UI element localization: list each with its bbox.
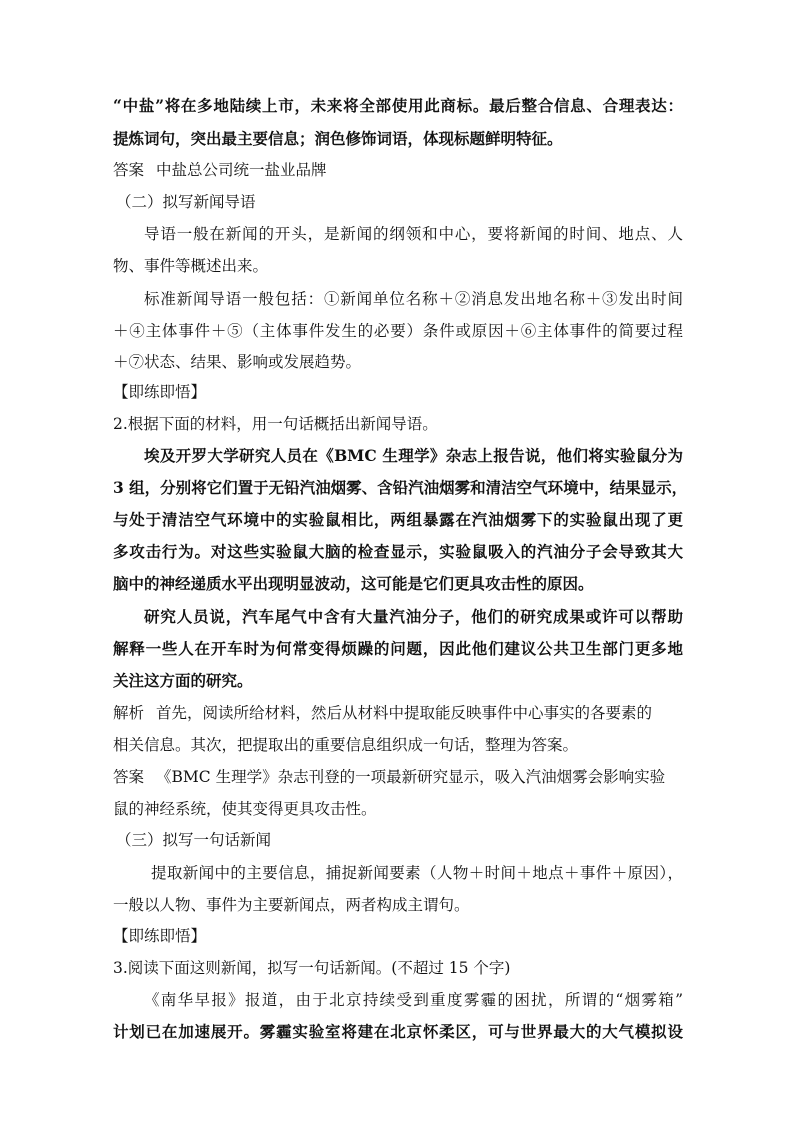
section-heading: （二）拟写新闻导语 [116, 193, 256, 211]
practice-label: 【即练即悟】 [113, 927, 207, 945]
intro-answer [113, 160, 683, 180]
paragraph-line: ＋⑦状态、结果、影响或发展趋势。 [113, 353, 362, 371]
material-line: 《南华早报》报道，由于北京持续受到重度雾霾的困扰，所谓的“烟雾箱” [144, 991, 683, 1009]
paragraph-line: 提取新闻中的主要信息，捕捉新闻要素（人物＋时间＋地点＋事件＋原因）， [151, 864, 683, 882]
paragraph-line: ＋④主体事件＋⑤（主体事件发生的必要）条件或原因＋⑥主体事件的简要过程 [113, 322, 683, 340]
material-line: 计划已在加速展开。雾霾实验室将建在北京怀柔区，可与世界最大的大气模拟设 [113, 1022, 683, 1041]
answer-text: 中盐总公司统一盐业品牌 [156, 161, 327, 179]
paragraph-line: 物、事件等概述出来。 [113, 257, 269, 275]
material-line: 关注这方面的研究。 [113, 671, 253, 690]
analysis-text: 首先，阅读所给材料，然后从材料中提取能反映事件中心事实的各要素的 [156, 704, 653, 722]
answer-label: 答案 [113, 768, 145, 786]
material-line: 与处于清洁空气环境中的实验鼠相比，两组暴露在汽油烟雾下的实验鼠出现了更 [113, 510, 683, 529]
material-line: 3 组，分别将它们置于无铅汽油烟雾、含铅汽油烟雾和清洁空气环境中，结果显示， [113, 478, 688, 497]
material-line: 研究人员说，汽车尾气中含有大量汽油分子，他们的研究成果或许可以帮助 [144, 607, 683, 626]
material-line: 解释一些人在开车时为何常变得烦躁的问题，因此他们建议公共卫生部门更多地 [113, 639, 683, 658]
material-line: 埃及开罗大学研究人员在《BMC 生理学》杂志上报告说，他们将实验鼠分为 [144, 446, 683, 465]
material-line: 多攻击行为。对这些实验鼠大脑的检查显示，实验鼠吸入的汽油分子会导致其大 [113, 542, 683, 561]
answer-line: 鼠的神经系统，使其变得更具攻击性。 [113, 800, 377, 818]
paragraph-line: 标准新闻导语一般包括：①新闻单位名称＋②消息发出地名称＋③发出时间 [144, 290, 683, 308]
analysis-label: 解析 [113, 704, 145, 722]
answer-label: 答案 [113, 161, 145, 179]
material-line: 脑中的神经递质水平出现明显波动，这可能是它们更具攻击性的原因。 [113, 574, 594, 593]
intro-line-1: “中盐”将在多地陆续上市，未来将全部使用此商标。最后整合信息、合理表达： [113, 96, 683, 115]
analysis-line: 相关信息。其次，把提取出的重要信息组织成一句话，整理为答案。 [113, 736, 579, 754]
paragraph-line: 导语一般在新闻的开头，是新闻的纲领和中心，要将新闻的时间、地点、人 [144, 225, 683, 243]
paragraph-line: 一般以人物、事件为主要新闻点，两者构成主谓句。 [113, 896, 470, 914]
answer-text: 《BMC 生理学》杂志刊登的一项最新研究显示，吸入汽油烟雾会影响实验 [156, 768, 666, 786]
question-text: 2.根据下面的材料，用一句话概括出新闻导语。 [113, 415, 438, 433]
practice-label: 【即练即悟】 [113, 383, 207, 401]
question-text: 3.阅读下面这则新闻，拟写一句话新闻。(不超过 15 个字) [113, 959, 511, 977]
analysis-block [113, 703, 683, 723]
section-heading: （三）拟写一句话新闻 [116, 831, 272, 849]
answer-block [113, 767, 683, 787]
intro-line-2: 提炼词句，突出最主要信息；润色修饰词语，体现标题鲜明特征。 [113, 129, 563, 148]
